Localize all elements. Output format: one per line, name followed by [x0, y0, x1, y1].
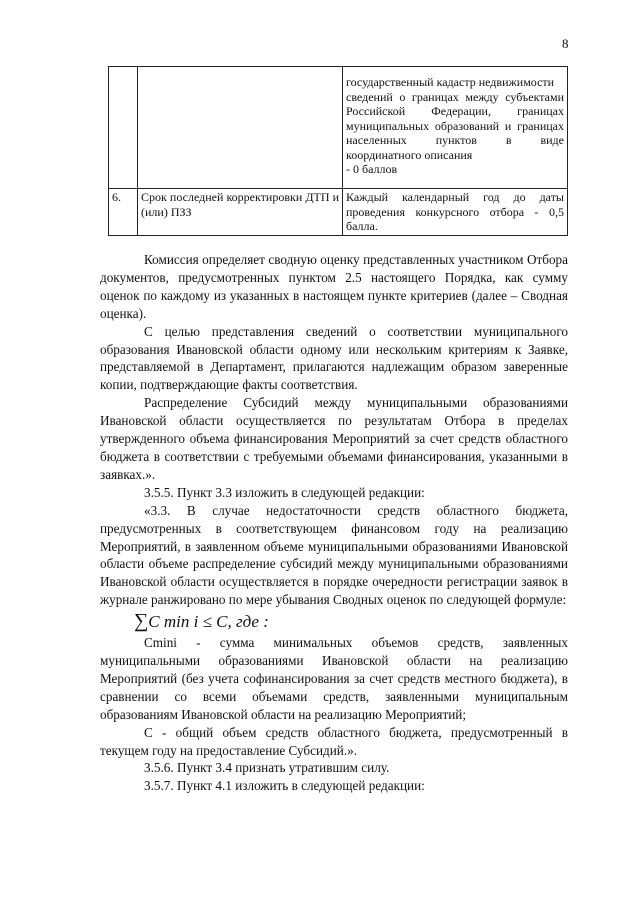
criterion-score-cell [343, 67, 568, 189]
paragraph: 3.5.6. Пункт 3.4 признать утратившим силу. [144, 760, 390, 776]
formula-expression: C min i ≤ C, где : [148, 612, 269, 632]
criterion-number-cell [109, 67, 138, 189]
paragraph: С целью представления сведений о соответствии муниципального образования Ивановской области одному или нескольким критериям к Заявке, представляемой в Департамент, прилагаются надлежащим образом заверенные копии, подтверждающие факты соответствия. [100, 323, 568, 393]
table-row [109, 67, 568, 189]
paragraph: 3.5.7. Пункт 4.1 изложить в следующей редакции: [144, 778, 425, 794]
paragraph: Распределение Субсидий между муниципальными образованиями Ивановской области осуществляется по результатам Отбора в пределах утвержденного объема финансирования Мероприятий за счет средств областного бюджета в соответствии с требуемыми объемами финансирования, указанными в заявках.». [100, 395, 568, 482]
criterion-name-cell [138, 67, 343, 189]
table-row [109, 189, 568, 236]
criterion-number-cell: 6. [109, 189, 138, 236]
criterion-name-cell: Срок последней корректировки ДТП и (или) ПЗЗ [138, 189, 343, 236]
paragraph: «3.3. В случае недостаточности средств областного бюджета, предусмотренных в соответствующем финансовом году на реализацию Мероприятий, в заявленном объеме муниципальными образованиями Ивановской области объеме распределение субсидий между муниципальными образованиями Ивановской области осуществляется в порядке очередности регистрации заявок в журнале ранжировано по мере убывания Сводных оценок по следующей формуле: [100, 502, 568, 608]
score-line: сведений о границах между субъектами Российской Федерации, границах муниципальных образований и границах населенных пунктов в виде координатного описания [346, 89, 564, 162]
paragraph: 3.5.5. Пункт 3.3 изложить в следующей редакции: [144, 484, 425, 500]
paragraph: С - общий объем средств областного бюджета, предусмотренный в текущем году на предоставление Субсидий.». [100, 724, 568, 758]
score-line: государственный кадастр недвижимости [346, 75, 555, 89]
score-line: - 0 баллов [346, 162, 398, 176]
formula [100, 609, 568, 634]
paragraph: Комиссия определяет сводную оценку представленных участником Отбора документов, предусмотренных пунктом 2.5 настоящего Порядка, как сумму оценок по каждому из указанных в настоящем пункте критериев (далее – Сводная оценка). [100, 252, 568, 321]
criteria-table [108, 66, 568, 236]
page-number: 8 [562, 36, 569, 51]
criterion-score-cell: Каждый календарный год до даты проведения конкурсного отбора - 0,5 балла. [343, 189, 568, 236]
sigma-symbol: ∑ [134, 610, 149, 633]
document-body [100, 251, 568, 795]
paragraph: Cmini - сумма минимальных объемов средств, заявленных муниципальными образованиями Ивановской области на реализацию Мероприятий (без учета софинансирования за счет средств местного бюджета), в сравнении со всеми объемами средств, заявленными муниципальным образованиям Ивановской области на реализацию Мероприятий; [100, 635, 568, 722]
